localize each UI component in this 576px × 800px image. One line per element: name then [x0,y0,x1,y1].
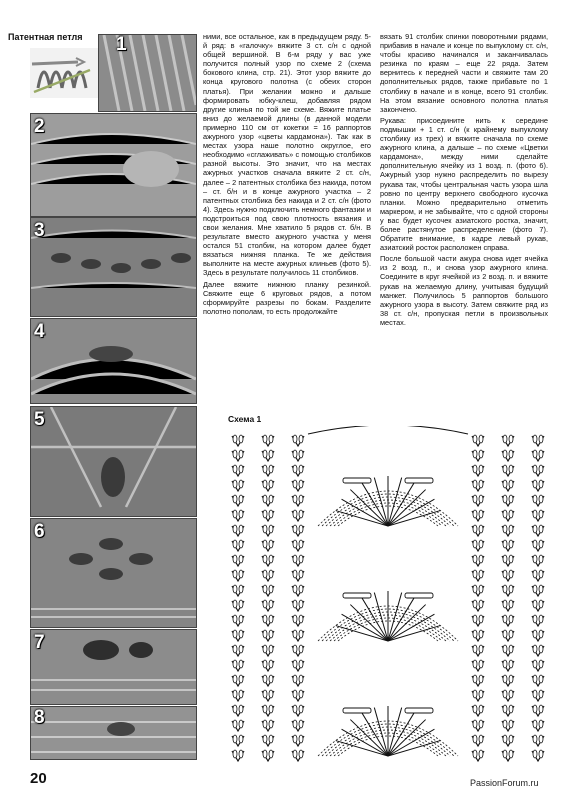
paragraph: Далее вяжите нижнюю планку резинкой. Свяжите еще 6 круговых рядов, а потом сформируйте разрезы по бокам. Разделите полотно пополам, то есть продолжайте [203,279,371,316]
paragraph: После большой части ажура снова идет ячейка из 2 возд. п., и снова узор ажурного клина. Соедините в круг ячейкой из 2 возд. п. и вяжите рукав на желаемую длину, учитывая будущий манжет. Получилось 5 раппортов большого ажурного узора в высоту. Затем свяжите ряд из 38 ст. с/н, пропуская петли в произвольных местах. [380,254,548,327]
paragraph: вязать 91 столбик спинки поворотными рядами, прибавив в начале и конце по выпуклому ст. с/н, чтобы красиво начинался и заканчивалась резинка по краям – еще 22 ряда. Затем вернитесь к передней части и свяжите там 20 дополнительных рядов, также прибавьте по 1 столбику в начале и в конце, всего 91 столбик. На этом вязание основного полотна платья закончено. [380,32,548,114]
page-number: 20 [30,770,47,787]
text-column-middle [203,32,371,318]
photo-4 [30,318,197,404]
photo-number-8: 8 [34,707,45,728]
photo-8 [30,706,197,760]
paragraph: ними, все остальное, как в предыдущем ряду. 5-й ряд: в «галочку» вяжите 3 ст. с/н с одной общей вершиной. В 6-м ряду у вас уже получится полный узор по схеме 2 (схема бокового клина, стр. 21). Этот узор вяжите до конца кругового полотна (с обеих сторон платья). При желании можно и дальше формировать юбку-клеш, добавляя рядом другие клинья по той же схеме. Вяжите платье вниз до желаемой длины (в данной модели примерно 110 см от кокетки = 16 раппортов ажурного узор «цветы кардамона»). Так как в местах узора наше полотно округлое, его необходимо «сглаживать» с помощью столбиков разной высоты. Это значит, что на местах ажурных участков сначала вяжите 2 ст. с/н, далее – 2 патентных столбика без накида, потом – ст. б/н и в конце ажурного участка – 2 патентных столбика без накида и 2 ст. с/н (фото 4). Здесь нужно подключить немного фантазии и подстроиться под свою плотность вязания и свои желания. Мне хватило 5 рядов ст. б/н. В результате вместо ажурного участка у меня остался 51 столбик, на котором далее будет вязаться нижняя планка. Те же действия выполните на месте ажурных клиньев (фото 5). Здесь в результате получилось 11 столбиков. [203,32,371,278]
photo-5 [30,406,197,517]
scheme-title: Схема 1 [228,414,262,424]
photo-number-1: 1 [116,34,127,55]
patent-stitch-label: Патентная петля [8,32,83,42]
paragraph: Рукава: присоедините нить к середине подмышки + 1 ст. с/н (к крайнему выпуклому столбику из трех) и вяжите сначала по схеме ажурного клина, а дальше – по схеме «Цветки кардамона», между ними сделайте дополнительную ячейку из 1 возд. п. (фото 6). Ажурный узор нужно распределить по вырезу рукава так, чтобы центральная часть узора шла ровно по центру верхнего свободного кусочка планки. Можно предварительно отметить маркером, и не забывайте, что с одной стороны у вас будет кусочек азиатского ростка, значит, более растянутое распределение (фото 7). Обратите внимание, в кадре левый рукав, азиатский росток расположен справа. [380,115,548,253]
patent-stitch-diagram [30,48,98,98]
photo-number-5: 5 [34,409,45,430]
crochet-scheme-diagram [228,426,548,766]
text-column-right [380,32,548,329]
site-watermark: PassionForum.ru [470,778,539,788]
photo-7 [30,629,197,705]
photo-number-3: 3 [34,220,45,241]
photo-6 [30,518,197,628]
photo-3 [30,217,197,317]
photo-1 [98,34,197,112]
photo-number-2: 2 [34,116,45,137]
photo-number-4: 4 [34,321,45,342]
photo-2 [30,113,197,217]
photo-number-7: 7 [34,632,45,653]
photo-number-6: 6 [34,521,45,542]
